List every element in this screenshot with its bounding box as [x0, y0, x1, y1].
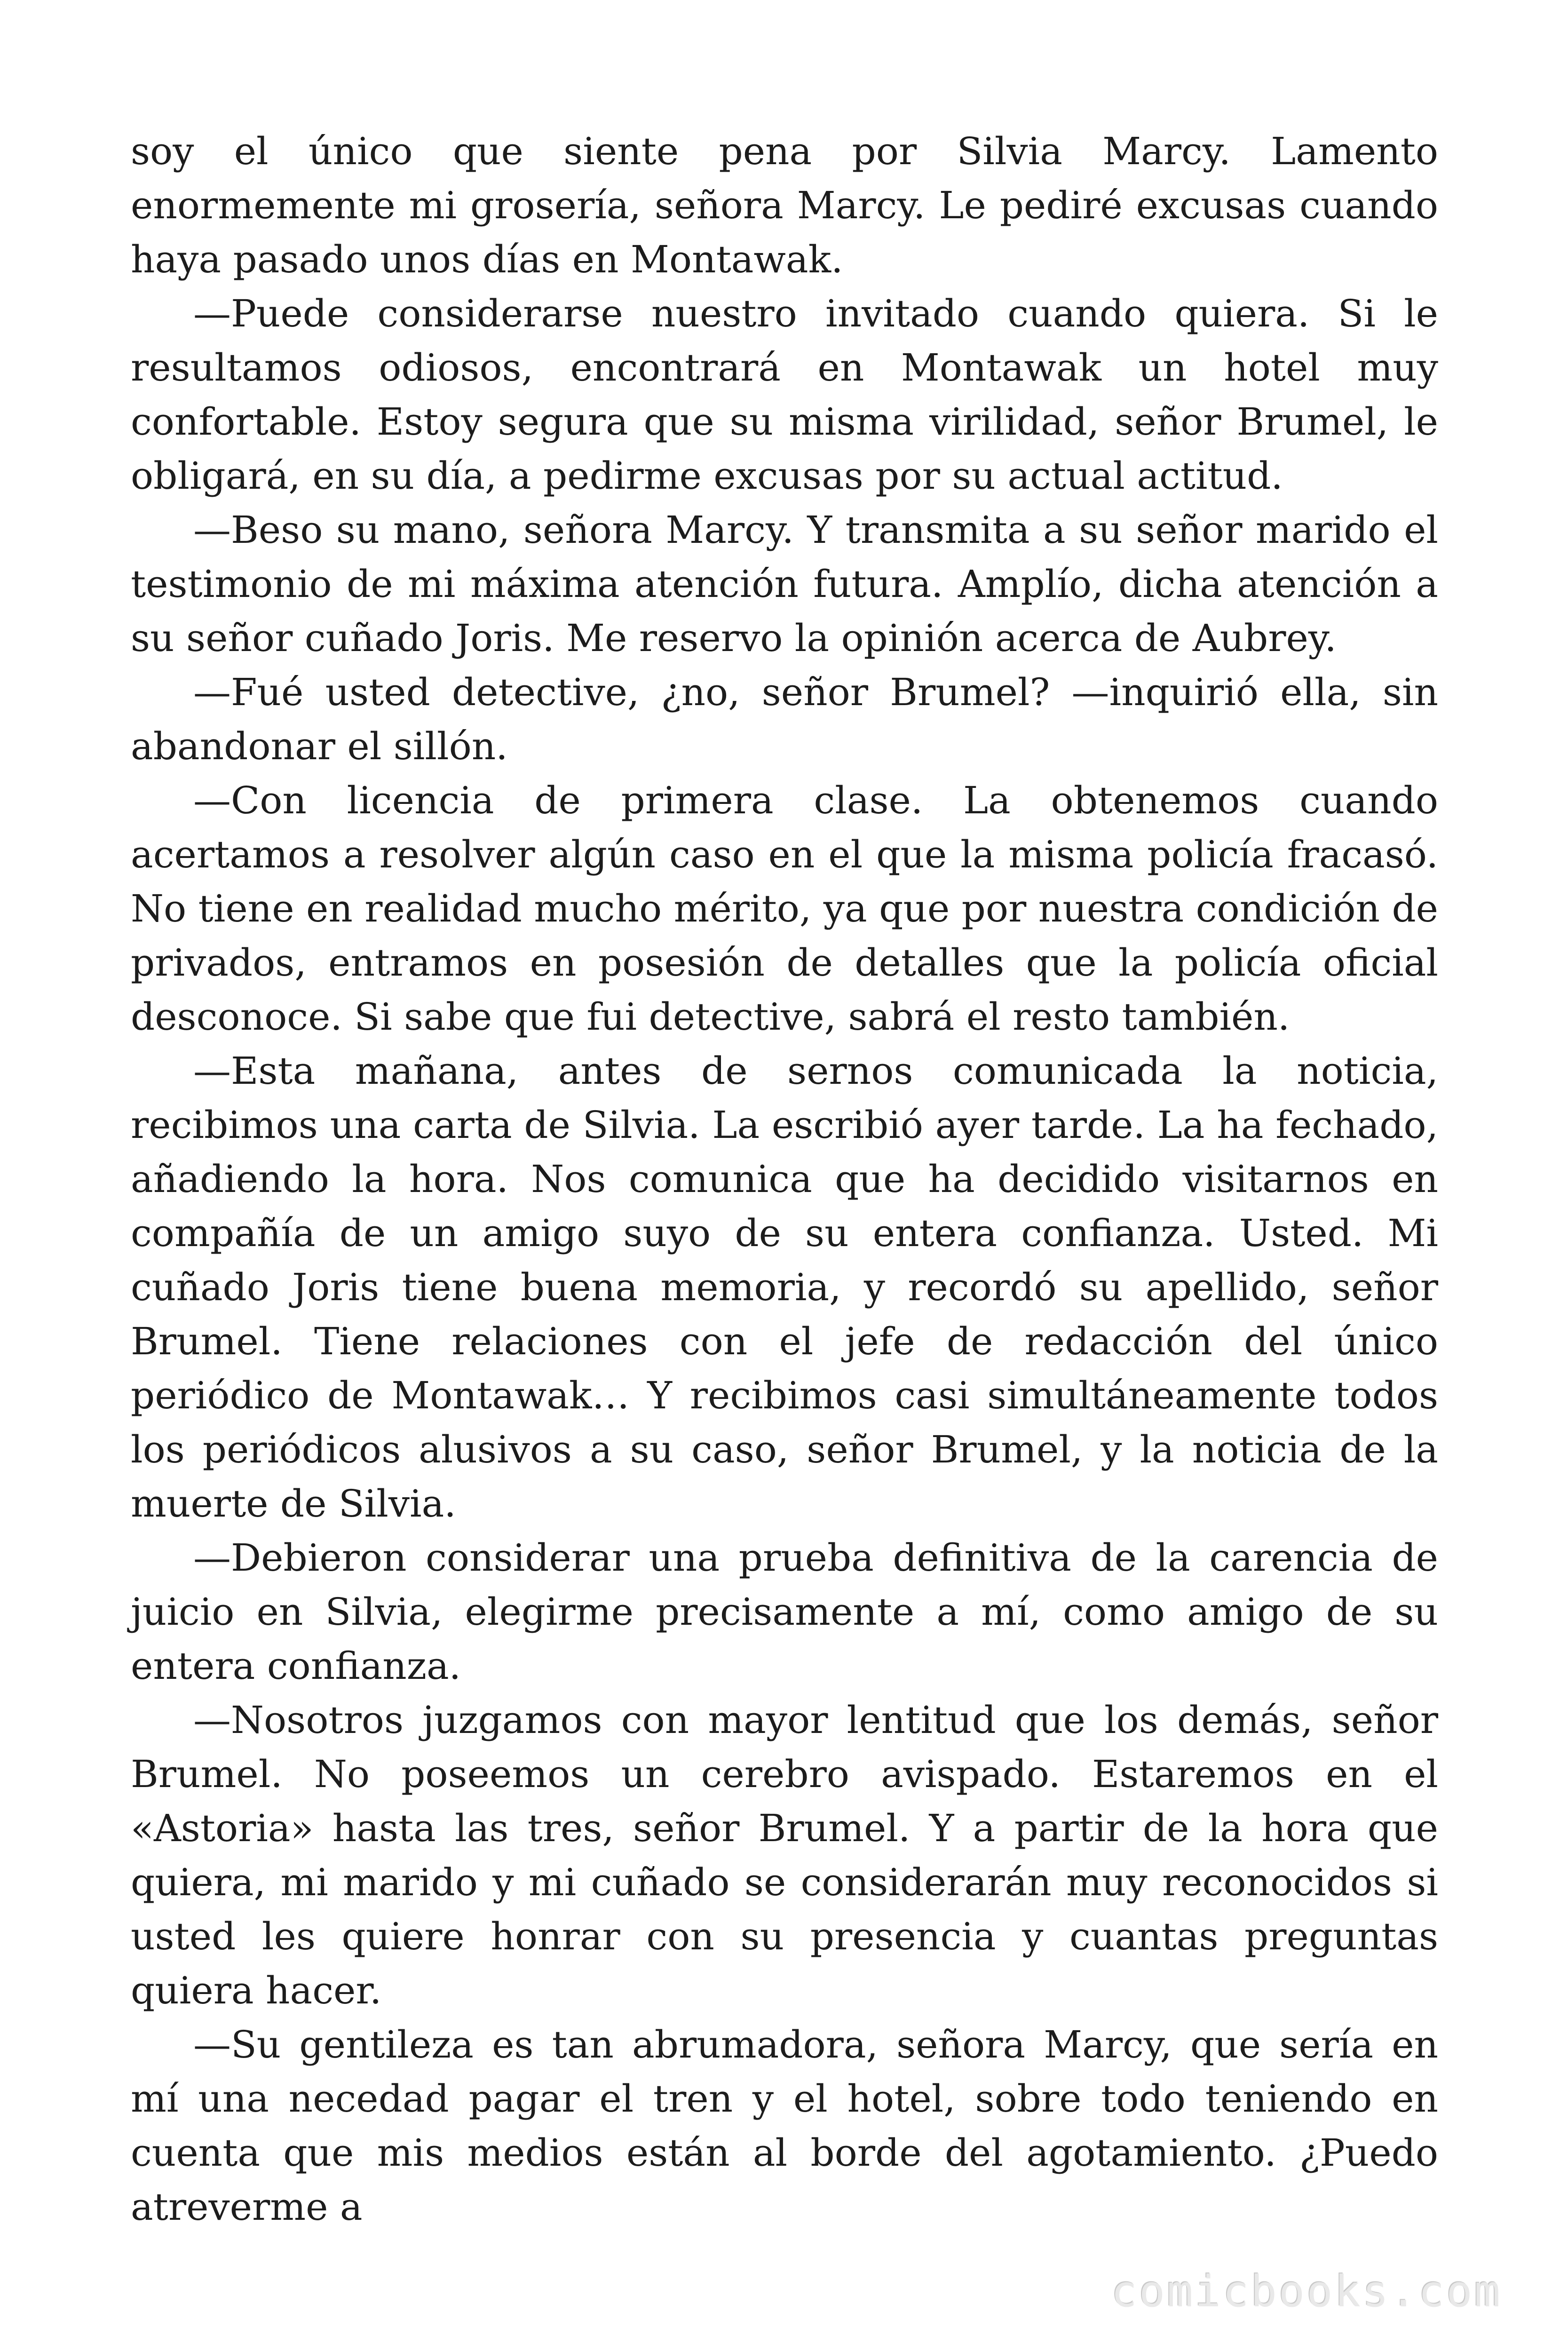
watermark: comicbooks.com: [1111, 2266, 1502, 2317]
paragraph: —Debieron considerar una prueba definitiva de la carencia de juicio en Silvia, elegirme precisamente a mí, como amigo de su entera confianza.: [131, 1536, 1438, 1688]
body-text: [131, 124, 1438, 2234]
paragraph: —Su gentileza es tan abrumadora, señora Marcy, que sería en mí una necedad pagar el tren y el hotel, sobre todo teniendo en cuenta que mis medios están al borde del agotamiento. ¿Puedo atreverme a: [131, 2023, 1438, 2229]
paragraph: —Fué usted detective, ¿no, señor Brumel? —inquirió ella, sin abandonar el sillón.: [131, 670, 1438, 768]
paragraph: —Puede considerarse nuestro invitado cuando quiera. Si le resultamos odiosos, encontrará en Montawak un hotel muy confortable. Estoy segura que su misma virilidad, señor Brumel, le obligará, en su día, a pedirme excusas por su actual actitud.: [131, 292, 1438, 498]
paragraph: soy el único que siente pena por Silvia Marcy. Lamento enormemente mi grosería, señora Marcy. Le pediré excusas cuando haya pasado unos días en Montawak.: [131, 129, 1438, 281]
paragraph: —Nosotros juzgamos con mayor lentitud que los demás, señor Brumel. No poseemos un cerebro avispado. Estaremos en el «Astoria» hasta las tres, señor Brumel. Y a partir de la hora que quiera, mi marido y mi cuñado se considerarán muy reconocidos si usted les quiere honrar con su presencia y cuantas preguntas quiera hacer.: [131, 1698, 1438, 2012]
paragraph: —Beso su mano, señora Marcy. Y transmita a su señor marido el testimonio de mi máxima atención futura. Amplío, dicha atención a su señor cuñado Joris. Me reservo la opinión acerca de Aubrey.: [131, 508, 1438, 660]
paragraph: —Esta mañana, antes de sernos comunicada la noticia, recibimos una carta de Silvia. La escribió ayer tarde. La ha fechado, añadiendo la hora. Nos comunica que ha decidido visitarnos en compañía de un amigo suyo de su entera confianza. Usted. Mi cuñado Joris tiene buena memoria, y recordó su apellido, señor Brumel. Tiene relaciones con el jefe de redacción del único periódico de Montawak… Y recibimos casi simultáneamente todos los periódicos alusivos a su caso, señor Brumel, y la noticia de la muerte de Silvia.: [131, 1049, 1438, 1526]
paragraph: —Con licencia de primera clase. La obtenemos cuando acertamos a resolver algún caso en el que la misma policía fracasó. No tiene en realidad mucho mérito, ya que por nuestra condición de privados, entramos en posesión de detalles que la policía oficial desconoce. Si sabe que fui detective, sabrá el resto también.: [131, 779, 1438, 1039]
